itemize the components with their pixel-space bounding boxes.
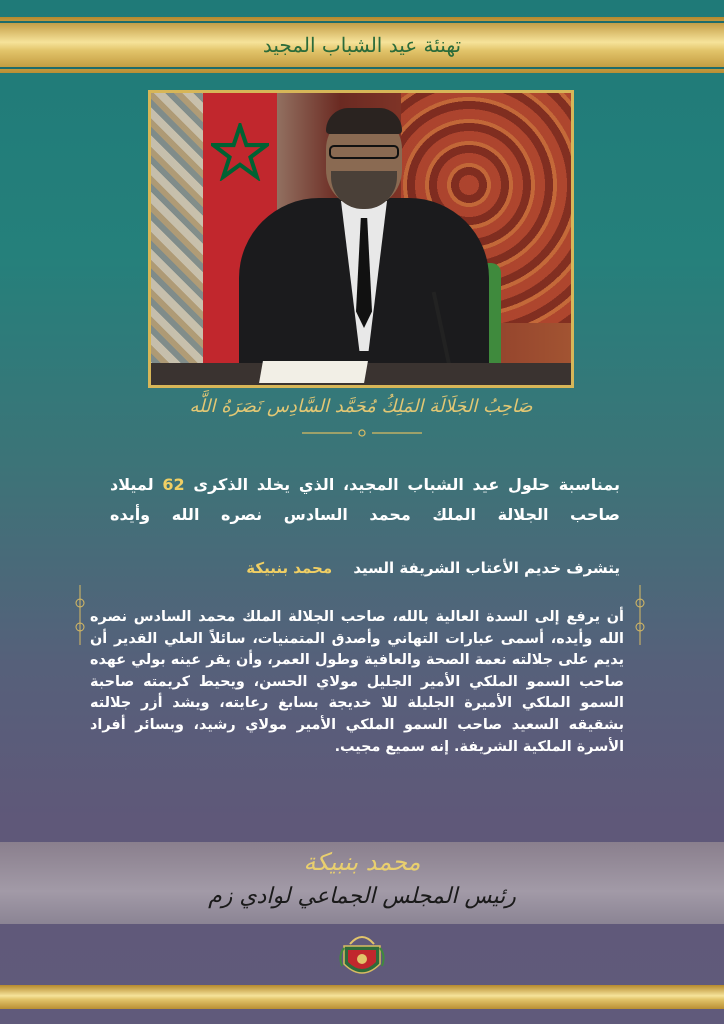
honor-text: يتشرف خديم الأعتاب الشريفة السيد <box>353 559 620 577</box>
message-body: أن يرفع إلى السدة العالية بالله، صاحب الجلالة الملك محمد السادس نصره الله وأيده، أسمى عبارات التهاني وأصدق المتمنيات، سائلاً العلي القدير أن يديم على جلالته نعمة الصحة والعافية وطول العمر، وأن يقر عينه بولي عهده صاحب السمو الملكي الأمير الجليل مولاي الحسن، ويحيط كريمته صاحبة السمو الملكي الأميرة الجليلة للا خديجة بسابغ رعايته، ويشد أزر جلالته بشقيقه السعيد صاحب السمو الملكي الأمير مولاي رشيد، وبسائر أفراد الأسرة الملكية الشريفة. إنه سميع مجيب. <box>90 609 624 755</box>
paper <box>259 361 368 383</box>
signature-title: رئيس المجلس الجماعي لوادي زم <box>208 884 516 909</box>
honor-line <box>130 553 620 583</box>
mosaic-wall <box>151 93 211 373</box>
honor-name: محمد بنبيكة <box>246 559 333 577</box>
glasses <box>329 145 399 159</box>
ornament-left-icon <box>72 585 88 645</box>
intro-line2: صاحب الجلالة الملك محمد السادس نصره الله وأيده <box>110 505 620 524</box>
flag-star-icon <box>211 123 269 181</box>
intro-line1-start: بمناسبة حلول عيد الشباب المجيد، الذي يخلد الذكرى <box>193 475 620 494</box>
ornament-right-icon <box>632 585 648 645</box>
page-title: تهنئة عيد الشباب المجيد <box>262 33 462 57</box>
intro-paragraph <box>110 470 620 530</box>
anniversary-number: 62 <box>162 475 185 494</box>
hair <box>326 108 402 134</box>
municipal-emblem-icon <box>336 926 388 984</box>
footer-band <box>0 985 724 1009</box>
photo-caption: صَاحِبُ الجَلَالَة المَلِكُ مُحَمَّد السَّادِس نَصَرَهُ اللَّه <box>189 396 533 417</box>
signature-name: محمد بنبيكة <box>303 848 421 876</box>
intro-line1-end: لميلاد <box>110 475 154 494</box>
header-band <box>0 17 724 73</box>
royal-portrait <box>148 90 574 388</box>
caption-ornament-icon <box>300 428 424 438</box>
